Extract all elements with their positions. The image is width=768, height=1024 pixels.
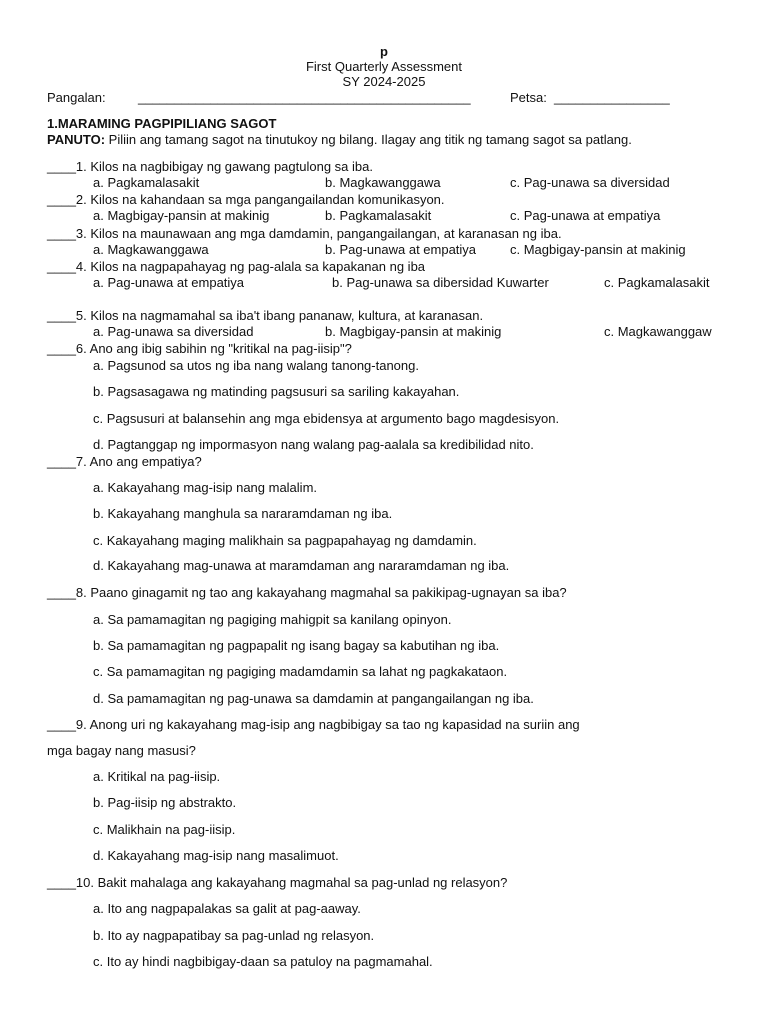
- q4-option-c[interactable]: c. Pagkamalasakit: [604, 275, 710, 290]
- q10-option-b[interactable]: b. Ito ay nagpapatibay sa pag-unlad ng relasyon.: [93, 928, 375, 943]
- question-10: ____10. Bakit mahalaga ang kakayahang magmahal sa pag-unlad ng relasyon?: [47, 875, 508, 890]
- question-1: ____1. Kilos na nagbibigay ng gawang pagtulong sa iba.: [47, 159, 373, 174]
- question-9: ____9. Anong uri ng kakayahang mag-isip ang nagbibigay sa tao ng kapasidad na suriin ang: [47, 717, 580, 732]
- date-label: Petsa:: [510, 90, 547, 105]
- q6-option-d[interactable]: d. Pagtanggap ng impormasyon nang walang pag-aalala sa kredibilidad nito.: [93, 437, 534, 452]
- header-mark: p: [380, 44, 388, 59]
- q7-option-d[interactable]: d. Kakayahang mag-unawa at maramdaman ang nararamdaman ng iba.: [93, 558, 510, 573]
- q2-option-a[interactable]: a. Magbigay-pansin at makinig: [93, 208, 270, 223]
- q5-option-a[interactable]: a. Pag-unawa sa diversidad: [93, 324, 254, 339]
- question-6: ____6. Ano ang ibig sabihin ng "kritikal na pag-iisip"?: [47, 341, 352, 356]
- q8-option-a[interactable]: a. Sa pamamagitan ng pagiging mahigpit sa kanilang opinyon.: [93, 612, 452, 627]
- q5-option-c[interactable]: c. Magkawanggaw: [604, 324, 712, 339]
- q10-option-c[interactable]: c. Ito ay hindi nagbibigay-daan sa patuloy na pagmamahal.: [93, 954, 433, 969]
- instructions: [47, 132, 632, 148]
- q9-option-d[interactable]: d. Kakayahang mag-isip nang masalimuot.: [93, 848, 339, 863]
- section-title: 1.MARAMING PAGPIPILIANG SAGOT: [47, 116, 277, 131]
- name-blank[interactable]: ______________________________________________: [138, 90, 471, 105]
- q4-option-a[interactable]: a. Pag-unawa at empatiya: [93, 275, 245, 290]
- q8-option-c[interactable]: c. Sa pamamagitan ng pagiging madamdamin sa lahat ng pagkakataon.: [93, 664, 508, 679]
- question-7: ____7. Ano ang empatiya?: [47, 454, 202, 469]
- q1-option-b[interactable]: b. Magkawanggawa: [325, 175, 441, 190]
- q1-option-c[interactable]: c. Pag-unawa sa diversidad: [510, 175, 670, 190]
- question-5: ____5. Kilos na nagmamahal sa iba't ibang pananaw, kultura, at karanasan.: [47, 308, 484, 323]
- q7-option-a[interactable]: a. Kakayahang mag-isip nang malalim.: [93, 480, 318, 495]
- q8-option-d[interactable]: d. Sa pamamagitan ng pag-unawa sa damdamin at pangangailangan ng iba.: [93, 691, 534, 706]
- q3-option-c[interactable]: c. Magbigay-pansin at makinig: [510, 242, 686, 257]
- q2-option-b[interactable]: b. Pagkamalasakit: [325, 208, 432, 223]
- q9-option-c[interactable]: c. Malikhain na pag-iisip.: [93, 822, 236, 837]
- question-9-continued: mga bagay nang masusi?: [47, 743, 196, 758]
- q10-option-a[interactable]: a. Ito ang nagpapalakas sa galit at pag-aaway.: [93, 901, 361, 916]
- question-2: ____2. Kilos na kahandaan sa mga pangangailandan komunikasyon.: [47, 192, 445, 207]
- question-8: ____8. Paano ginagamit ng tao ang kakayahang magmahal sa pakikipag-ugnayan sa iba?: [47, 585, 567, 600]
- instructions-text: Piliin ang tamang sagot na tinutukoy ng bilang. Ilagay ang titik ng tamang sagot sa patlang.: [105, 132, 632, 147]
- q6-option-a[interactable]: a. Pagsunod sa utos ng iba nang walang tanong-tanong.: [93, 358, 419, 373]
- q1-option-a[interactable]: a. Pagkamalasakit: [93, 175, 200, 190]
- q9-option-b[interactable]: b. Pag-iisip ng abstrakto.: [93, 795, 237, 810]
- q7-option-c[interactable]: c. Kakayahang maging malikhain sa pagpapahayag ng damdamin.: [93, 533, 477, 548]
- q3-option-a[interactable]: a. Magkawanggawa: [93, 242, 209, 257]
- instructions-label: PANUTO:: [47, 132, 106, 147]
- name-label: Pangalan:: [47, 90, 106, 105]
- q4-option-b[interactable]: b. Pag-unawa sa dibersidad Kuwarter: [332, 275, 549, 290]
- date-blank[interactable]: ________________: [554, 90, 670, 105]
- q7-option-b[interactable]: b. Kakayahang manghula sa nararamdaman ng iba.: [93, 506, 393, 521]
- q8-option-b[interactable]: b. Sa pamamagitan ng pagpapalit ng isang bagay sa kabutihan ng iba.: [93, 638, 500, 653]
- q3-option-b[interactable]: b. Pag-unawa at empatiya: [325, 242, 477, 257]
- q5-option-b[interactable]: b. Magbigay-pansin at makinig: [325, 324, 502, 339]
- q2-option-c[interactable]: c. Pag-unawa at empatiya: [510, 208, 661, 223]
- q6-option-b[interactable]: b. Pagsasagawa ng matinding pagsusuri sa sariling kakayahan.: [93, 384, 460, 399]
- school-year: SY 2024-2025: [342, 74, 426, 89]
- q6-option-c[interactable]: c. Pagsusuri at balansehin ang mga ebidensya at argumento bago magdesisyon.: [93, 411, 560, 426]
- page-title: First Quarterly Assessment: [305, 59, 463, 74]
- question-4: ____4. Kilos na nagpapahayag ng pag-alala sa kapakanan ng iba: [47, 259, 426, 274]
- q9-option-a[interactable]: a. Kritikal na pag-iisip.: [93, 769, 221, 784]
- question-3: ____3. Kilos na maunawaan ang mga damdamin, pangangailangan, at karanasan ng iba.: [47, 226, 562, 241]
